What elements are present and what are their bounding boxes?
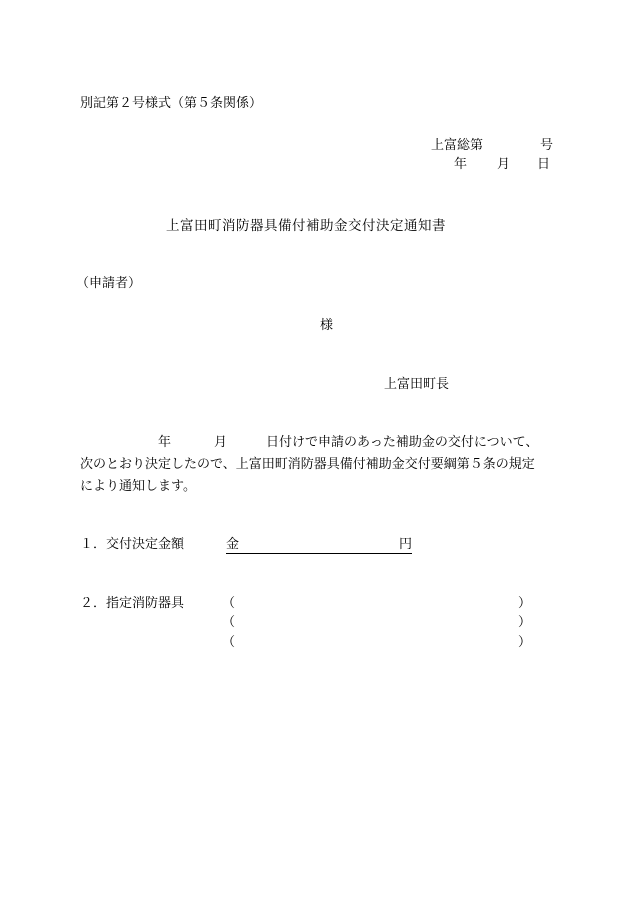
applicant-label: （申請者） [76,276,142,291]
equipment-row2-paren-close: ） [518,615,532,630]
body-month-label: 月 [214,435,228,450]
reference-number-prefix: 上富総第 [431,138,484,153]
equipment-row3-paren-open: （ [222,635,236,650]
honorific-sama: 様 [320,318,334,333]
equipment-row1-paren-open: （ [222,596,236,611]
equipment-row3-paren-close: ） [518,635,532,650]
reference-number-suffix: 号 [540,138,554,153]
form-label: 別記第２号様式（第５条関係） [80,96,263,111]
body-text-line3: により通知します。 [80,479,196,494]
body-text-line1: 日付けで申請のあった補助金の交付について、 [266,435,539,450]
date-day-label: 日 [537,157,551,172]
equipment-row1-paren-close: ） [518,596,532,611]
amount-suffix: 円 [398,537,412,552]
document-title: 上富田町消防器具備付補助金交付決定通知書 [166,218,446,234]
date-year-label: 年 [454,157,468,172]
amount-prefix: 金 [226,537,240,552]
equipment-row2-paren-open: （ [222,615,236,630]
item1-label: １．交付決定金額 [80,537,185,552]
item2-label: ２．指定消防器具 [80,596,185,611]
amount-field [226,537,412,554]
issuer-mayor: 上富田町長 [384,377,450,392]
body-year-label: 年 [158,435,172,450]
body-text-line2: 次のとおり決定したので、上富田町消防器具備付補助金交付要綱第５条の規定 [80,457,535,472]
date-month-label: 月 [497,157,511,172]
